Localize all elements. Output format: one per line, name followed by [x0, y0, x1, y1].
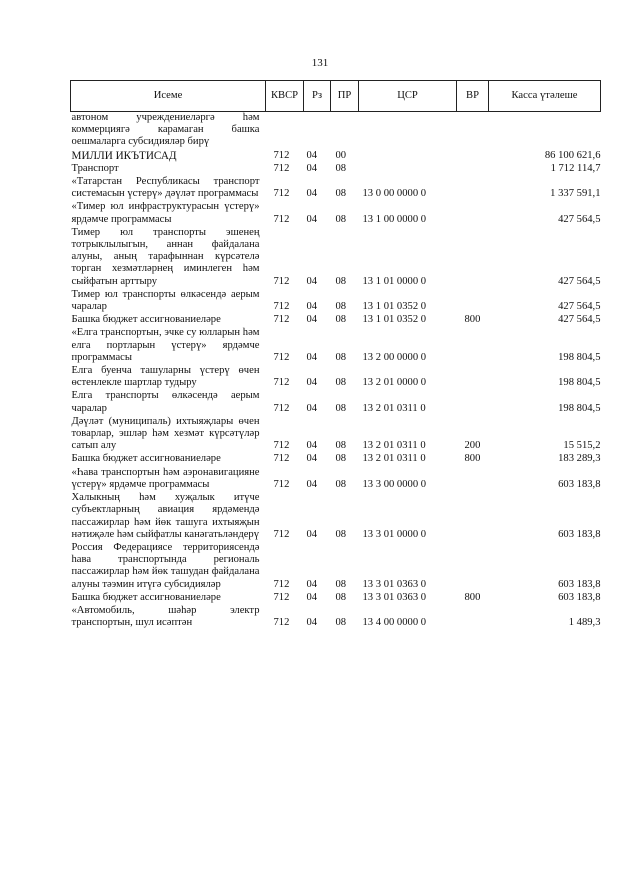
cell-rz: 04 [306, 440, 318, 452]
cell-vr [457, 176, 489, 201]
budget-table [70, 80, 601, 630]
cell-vr: 800 [464, 453, 481, 465]
cell-pr: 08 [335, 528, 347, 540]
cell-name: «Автомобиль, шәһәр электр транспортын, шул исәптән [71, 604, 260, 629]
cell-sum: 15 515,2 [563, 440, 601, 452]
cell-pr: 00 [335, 149, 347, 161]
cell-pr: 08 [335, 617, 347, 629]
cell-pr: 08 [335, 377, 347, 389]
cell-rz: 04 [306, 478, 318, 490]
cell-name: Елга буенча ташуларны үстерү өчен өстенлекле шартлар тудыру [71, 365, 260, 389]
cell-csr: 13 2 01 0311 0 [362, 453, 426, 465]
cell-name: «Татарстан Республикасы транспорт системасын үстерү» дәүләт программасы [71, 176, 260, 200]
cell-vr [457, 327, 489, 365]
cell-pr: 08 [335, 453, 347, 465]
cell-sum: 86 100 621,6 [544, 149, 601, 161]
cell-rz: 04 [306, 275, 318, 287]
cell-rz: 04 [306, 453, 318, 465]
cell-kvsr: 712 [273, 402, 290, 414]
cell-vr [457, 163, 489, 176]
cell-name: Елга транспорты өлкәсендә аерым чаралар [71, 390, 260, 414]
cell-csr: 13 3 01 0363 0 [362, 578, 427, 590]
cell-rz: 04 [306, 301, 318, 313]
cell-rz [304, 112, 331, 150]
table-row [71, 227, 601, 289]
cell-rz: 04 [306, 162, 318, 174]
cell-sum: 1 489,3 [568, 617, 601, 629]
table-row [71, 150, 601, 163]
cell-sum: 198 804,5 [558, 351, 601, 363]
cell-vr [457, 492, 489, 542]
cell-csr: 13 2 01 0311 0 [362, 440, 426, 452]
cell-sum: 427 564,5 [558, 275, 601, 287]
header-sum: Касса үтәлеше [489, 81, 601, 112]
cell-vr [457, 112, 489, 150]
table-row [71, 112, 601, 150]
table-header-row [71, 81, 601, 112]
cell-rz: 04 [306, 402, 318, 414]
header-csr: ЦСР [359, 81, 457, 112]
cell-rz: 04 [306, 591, 318, 603]
cell-name: Башка бюджет ассигнованиеләре [71, 453, 221, 465]
cell-csr: 13 0 00 0000 0 [362, 188, 427, 200]
cell-sum: 1 337 591,1 [550, 188, 601, 200]
cell-name: Россия Федерациясе территориясендә һава транспортында региональ пассажирлар һәм йөк ташудан файдалана алуны тәэмин итүгә субсидияләр [71, 541, 260, 590]
table-row [71, 605, 601, 630]
cell-name: Транспорт [71, 162, 119, 174]
cell-vr: 800 [464, 314, 481, 326]
table-row [71, 327, 601, 365]
table-body [71, 112, 601, 631]
cell-pr: 08 [335, 591, 347, 603]
table-row [71, 314, 601, 327]
cell-csr: 13 1 01 0352 0 [362, 301, 427, 313]
cell-sum: 427 564,5 [558, 301, 601, 313]
cell-csr: 13 3 00 0000 0 [362, 478, 427, 490]
header-vr: ВР [457, 81, 489, 112]
cell-sum [489, 112, 601, 150]
cell-csr [359, 163, 457, 176]
cell-pr: 08 [335, 162, 347, 174]
cell-kvsr: 712 [273, 453, 290, 465]
cell-sum: 603 183,8 [558, 478, 601, 490]
cell-name: МИЛЛИ ИКЪТИСАД [71, 149, 177, 162]
page-number: 131 [311, 57, 329, 69]
cell-kvsr: 712 [273, 591, 290, 603]
cell-rz: 04 [306, 314, 318, 326]
cell-vr [457, 542, 489, 592]
cell-csr: 13 3 01 0363 0 [362, 591, 427, 603]
cell-csr: 13 2 01 0311 0 [362, 402, 426, 414]
cell-kvsr: 712 [273, 617, 290, 629]
cell-csr: 13 2 01 0000 0 [362, 377, 427, 389]
cell-pr: 08 [335, 188, 347, 200]
header-rz: Рз [304, 81, 331, 112]
table-row [71, 467, 601, 492]
cell-rz: 04 [306, 149, 318, 161]
cell-csr: 13 4 00 0000 0 [362, 617, 427, 629]
cell-sum: 603 183,8 [558, 591, 601, 603]
cell-pr: 08 [335, 478, 347, 490]
cell-kvsr: 712 [273, 149, 290, 161]
cell-sum: 198 804,5 [558, 377, 601, 389]
cell-kvsr: 712 [273, 188, 290, 200]
cell-vr [457, 605, 489, 630]
cell-csr: 13 1 01 0352 0 [362, 314, 427, 326]
header-pr: ПР [331, 81, 359, 112]
cell-kvsr: 712 [273, 377, 290, 389]
cell-pr: 08 [335, 440, 347, 452]
header-kvsr: КВСР [266, 81, 304, 112]
cell-vr [457, 150, 489, 163]
cell-pr: 08 [335, 301, 347, 313]
cell-sum: 603 183,8 [558, 528, 601, 540]
cell-vr: 800 [464, 591, 481, 603]
cell-rz: 04 [306, 351, 318, 363]
cell-vr [457, 227, 489, 289]
header-name: Исеме [71, 81, 266, 112]
cell-kvsr: 712 [273, 440, 290, 452]
cell-vr [457, 201, 489, 226]
cell-pr: 08 [335, 402, 347, 414]
cell-sum: 1 712 114,7 [550, 162, 601, 174]
cell-rz: 04 [306, 617, 318, 629]
cell-name: Халыкның һәм хуҗалык итүче субъектларның авиация ярдәмендә пассажирлар һәм йөк ташуга ихтыяҗын нәтиҗәле һәм сыйфатлы канәгатьләндерү [71, 492, 260, 540]
cell-rz: 04 [306, 578, 318, 590]
cell-rz: 04 [306, 377, 318, 389]
cell-csr: 13 1 00 0000 0 [362, 213, 427, 225]
cell-kvsr [266, 112, 304, 150]
cell-csr: 13 2 00 0000 0 [362, 351, 427, 363]
cell-kvsr: 712 [273, 275, 290, 287]
table-row [71, 492, 601, 542]
table-row [71, 201, 601, 226]
cell-pr: 08 [335, 351, 347, 363]
cell-kvsr: 712 [273, 351, 290, 363]
cell-pr: 08 [335, 578, 347, 590]
cell-csr [359, 112, 457, 150]
cell-csr: 13 3 01 0000 0 [362, 528, 427, 540]
cell-sum: 198 804,5 [558, 402, 601, 414]
cell-sum: 427 564,5 [558, 314, 601, 326]
cell-name: «Тимер юл инфраструктурасын үстерү» ярдәмче программасы [71, 201, 260, 225]
cell-rz: 04 [306, 528, 318, 540]
cell-name: Дәүләт (муниципаль) ихтыяҗлары өчен товарлар, эшләр һәм хезмәт күрсәтүләр сатып алу [71, 415, 260, 452]
cell-rz: 04 [306, 213, 318, 225]
cell-vr [457, 467, 489, 492]
cell-kvsr: 712 [273, 478, 290, 490]
table-row [71, 176, 601, 201]
cell-name: Тимер юл транспорты өлкәсендә аерым чаралар [71, 288, 260, 313]
cell-name: Башка бюджет ассигнованиеләре [71, 591, 221, 603]
cell-csr: 13 1 01 0000 0 [362, 275, 427, 287]
cell-vr: 200 [464, 440, 481, 452]
cell-kvsr: 712 [273, 578, 290, 590]
cell-sum: 183 289,3 [558, 453, 601, 465]
table-row [71, 453, 601, 466]
table-row [71, 390, 601, 415]
table-row [71, 542, 601, 592]
table-row [71, 289, 601, 314]
cell-vr [457, 289, 489, 314]
cell-rz: 04 [306, 188, 318, 200]
cell-vr [457, 390, 489, 415]
cell-kvsr: 712 [273, 162, 290, 174]
cell-vr [457, 365, 489, 390]
cell-sum: 427 564,5 [558, 213, 601, 225]
cell-csr [359, 150, 457, 163]
cell-pr: 08 [335, 213, 347, 225]
table-row [71, 416, 601, 454]
cell-name: «Һава транспортын һәм аэронавигацияне үстерү» ярдәмче программасы [71, 466, 260, 490]
cell-name: «Елга транспортын, эчке су юлларын һәм елга портларын үстерү» ярдәмче программасы [71, 327, 260, 363]
table-row [71, 163, 601, 176]
table-row [71, 592, 601, 605]
cell-name: автоном учреждениеләргә һәм коммерциягә карамаган башка оешмаларга субсидияләр бирү [71, 112, 260, 148]
cell-kvsr: 712 [273, 301, 290, 313]
cell-name: Башка бюджет ассигнованиеләре [71, 314, 221, 326]
cell-kvsr: 712 [273, 314, 290, 326]
cell-pr: 08 [335, 275, 347, 287]
cell-kvsr: 712 [273, 528, 290, 540]
cell-pr: 08 [335, 314, 347, 326]
table-row [71, 365, 601, 390]
cell-sum: 603 183,8 [558, 578, 601, 590]
cell-pr [331, 112, 359, 150]
cell-name: Тимер юл транспорты эшенең тотрыклылыгын, аннан файдалана алуны, аның тарафыннан күрсәтелә торган хезмәтләрнең иминлеген һәм сыйфатын арттыру [71, 226, 260, 287]
cell-kvsr: 712 [273, 213, 290, 225]
